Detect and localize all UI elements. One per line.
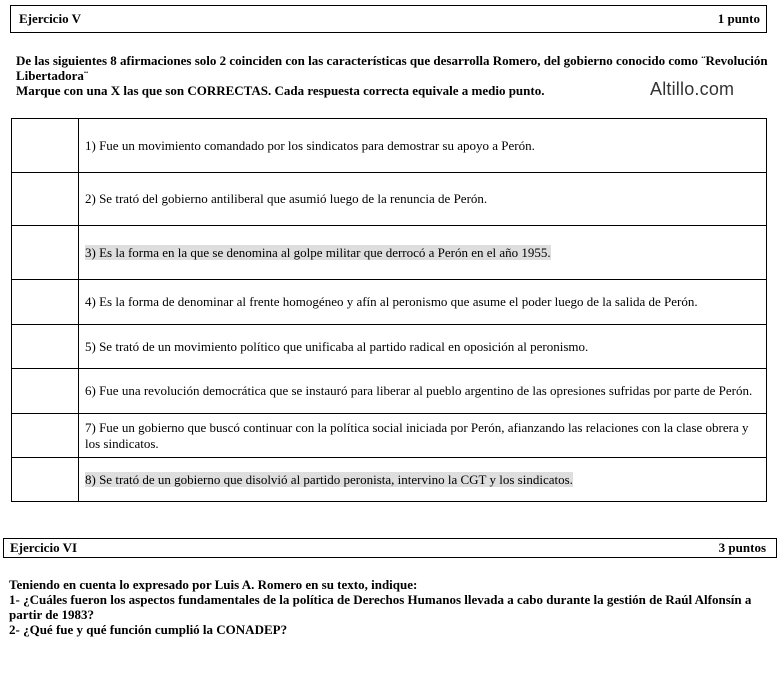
table-row bbox=[12, 458, 767, 502]
statement-7: 7) Fue un gobierno que buscó continuar con la política social iniciada por Perón, afianzando las relaciones con la clase obrera y los sindicatos. bbox=[79, 414, 767, 458]
exercise-6-questions bbox=[9, 577, 777, 637]
statement-3 bbox=[79, 226, 767, 280]
answer-box-8[interactable] bbox=[12, 458, 79, 502]
answer-box-5[interactable] bbox=[12, 325, 79, 369]
statement-1: 1) Fue un movimiento comandado por los sindicatos para demostrar su apoyo a Perón. bbox=[79, 119, 767, 173]
table-row bbox=[12, 280, 767, 325]
exercise-6-header bbox=[3, 538, 777, 558]
table-row bbox=[12, 369, 767, 414]
exercise-5-header bbox=[10, 5, 767, 33]
answer-box-7[interactable] bbox=[12, 414, 79, 458]
table-row bbox=[12, 325, 767, 369]
highlighted-text: 8) Se trató de un gobierno que disolvió al partido peronista, intervino la CGT y los sindicatos. bbox=[85, 471, 573, 487]
exercise-6-title: Ejercicio VI bbox=[10, 540, 78, 555]
answer-box-4[interactable] bbox=[12, 280, 79, 325]
watermark-logo: Altillo.com bbox=[650, 79, 735, 99]
statement-2: 2) Se trató del gobierno antiliberal que asumió luego de la renuncia de Perón. bbox=[79, 173, 767, 226]
answer-box-1[interactable] bbox=[12, 119, 79, 173]
instructions-line-1: De las siguientes 8 afirmaciones solo 2 coinciden con las características que desarrolla Romero, del gobierno conocido como ¨Revolución Libertadora¨ bbox=[16, 53, 768, 83]
statement-6: 6) Fue una revolución democrática que se instauró para liberar al pueblo argentino de las opresiones sufridas por parte de Perón. bbox=[79, 369, 767, 414]
answer-box-2[interactable] bbox=[12, 173, 79, 226]
answer-box-3[interactable] bbox=[12, 226, 79, 280]
highlighted-text: 3) Es la forma en la que se denomina al golpe militar que derrocó a Perón en el año 1955. bbox=[85, 244, 551, 260]
question-1: 1- ¿Cuáles fueron los aspectos fundamentales de la política de Derechos Humanos llevada a cabo durante la gestión de Raúl Alfonsín a partir de 1983? bbox=[9, 592, 752, 622]
table-row bbox=[12, 226, 767, 280]
statements-table bbox=[11, 118, 767, 502]
statement-8 bbox=[79, 458, 767, 502]
statement-5: 5) Se trató de un movimiento político que unificaba al partido radical en oposición al peronismo. bbox=[79, 325, 767, 369]
answer-box-6[interactable] bbox=[12, 369, 79, 414]
table-row bbox=[12, 173, 767, 226]
table-row bbox=[12, 119, 767, 173]
exercise-6-points: 3 puntos bbox=[718, 540, 766, 555]
instructions-line-2: Marque con una X las que son CORRECTAS. Cada respuesta correcta equivale a medio punto. bbox=[16, 83, 545, 98]
question-2: 2- ¿Qué fue y qué función cumplió la CONADEP? bbox=[9, 622, 288, 637]
table-row bbox=[12, 414, 767, 458]
statement-4: 4) Es la forma de denominar al frente homogéneo y afín al peronismo que asume el poder luego de la salida de Perón. bbox=[79, 280, 767, 325]
questions-intro: Teniendo en cuenta lo expresado por Luis A. Romero en su texto, indique: bbox=[9, 577, 418, 592]
exercise-5-points: 1 punto bbox=[717, 11, 760, 26]
exercise-5-title: Ejercicio V bbox=[19, 11, 81, 26]
